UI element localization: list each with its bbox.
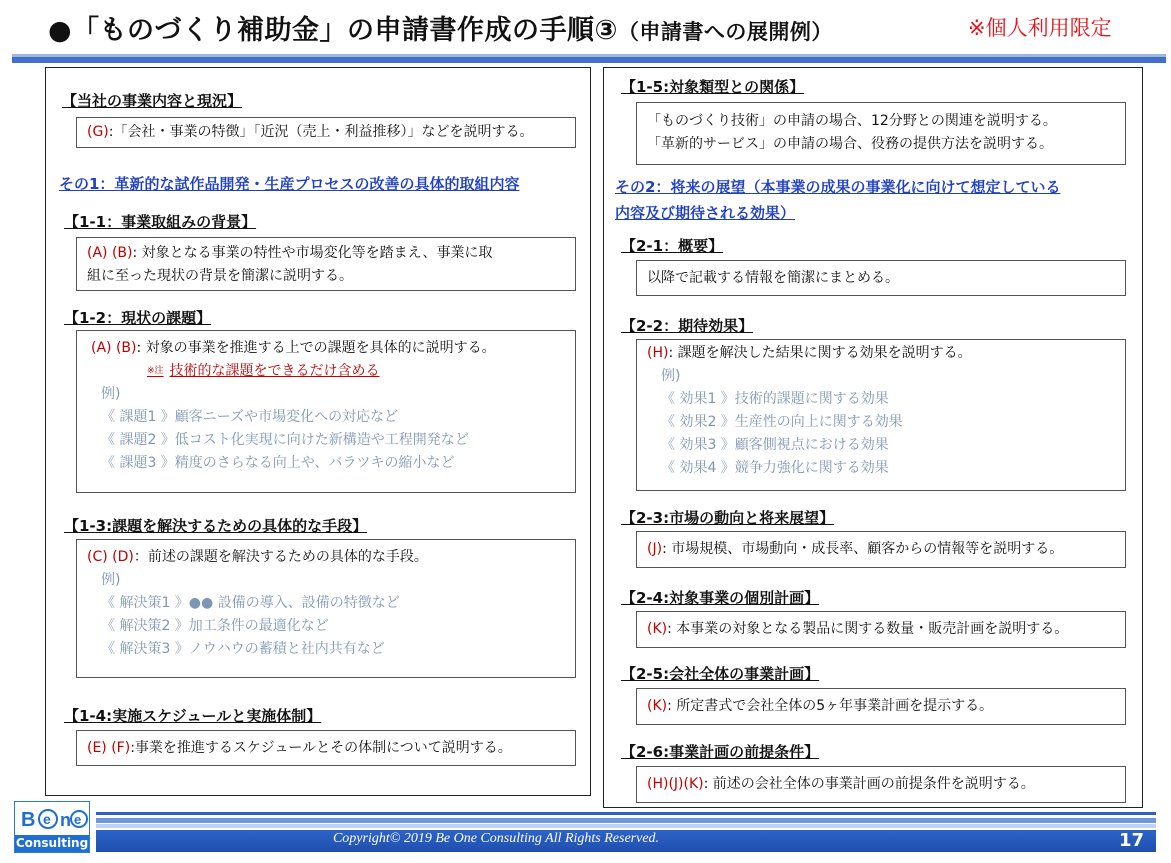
issue-item: 《 課題2 》低コスト化実現に向けた新構造や工程開発など <box>101 432 469 448</box>
section-2-3-heading: 【2-3:市場の動向と将来展望】 <box>621 509 835 527</box>
svg-text:e: e <box>43 811 51 827</box>
solution-item: 《 解決策2 》加工条件の最適化など <box>101 618 329 634</box>
solution-item: 《 解決策1 》●● 設備の導入、設備の特徴など <box>101 595 400 611</box>
effect-item: 《 効果1 》技術的課題に関する効果 <box>661 391 889 407</box>
code-g: (G) <box>87 124 109 140</box>
effect-item: 《 効果4 》競争力強化に関する効果 <box>661 460 889 476</box>
section-2-2-text: : 課題を解決した結果に関する効果を説明する。 <box>668 345 972 361</box>
footer-rule <box>96 824 1156 828</box>
section-2-5-text: : 所定書式で会社全体の5ヶ年事業計画を提示する。 <box>667 698 994 714</box>
title-underline <box>12 57 1166 63</box>
section-2-3-text: : 市場規模、市場動向・成長率、顧客からの情報等を説明する。 <box>662 541 1064 557</box>
section-2-3-box <box>636 531 1126 568</box>
title-main: ●「ものづくり補助金」の申請書作成の手順③ <box>48 15 618 46</box>
code-ab: (A) (B) <box>91 340 137 356</box>
svg-text:B: B <box>21 809 36 831</box>
code-h: (H) <box>647 345 669 361</box>
personal-use-notice: ※個人利用限定 <box>968 16 1112 40</box>
footer-rule <box>96 818 1156 823</box>
section-1-1-line2: 組に至った現状の背景を簡潔に説明する。 <box>87 268 353 284</box>
section-1-2-heading: 【1-2：現状の課題】 <box>64 309 212 327</box>
section-1-1-heading: 【1-1：事業取組みの背景】 <box>64 213 257 231</box>
section-1-3-box <box>76 539 576 678</box>
section-1-4-text: :事業を推進するスケジュールとその体制について説明する。 <box>130 740 512 756</box>
section-2-2-heading: 【2-2：期待効果】 <box>621 317 754 335</box>
topic-1-heading: その1：革新的な試作品開発・生産プロセスの改善の具体的取組内容 <box>59 175 520 193</box>
footer-rule <box>96 812 1156 815</box>
section-1-5-heading: 【1-5:対象類型との関係】 <box>621 78 805 96</box>
company-text: :「会社・事業の特徴」「近況（売上・利益推移）」などを説明する。 <box>108 124 534 140</box>
section-2-6-box <box>636 766 1126 803</box>
company-heading: 【当社の事業内容と現況】 <box>62 92 243 110</box>
copyright-text: Copyright© 2019 Be One Consulting All Rights Reserved. <box>332 831 660 846</box>
section-1-1-box <box>76 237 576 291</box>
example-label: 例) <box>101 386 121 402</box>
section-1-2-text: : 対象の事業を推進する上での課題を具体的に説明する。 <box>136 340 496 356</box>
section-1-4-heading: 【1-4:実施スケジュールと実施体制】 <box>64 707 322 725</box>
logo-mark-icon <box>15 804 89 834</box>
code-k: (K) <box>647 698 668 714</box>
topic-2-heading-line2: 内容及び期待される効果） <box>615 204 796 222</box>
effect-item: 《 効果3 》顧客側視点における効果 <box>661 437 889 453</box>
example-label: 例) <box>661 368 681 384</box>
bene-consulting-logo <box>14 801 90 853</box>
effect-item: 《 効果2 》生産性の向上に関する効果 <box>661 414 903 430</box>
issue-item: 《 課題3 》精度のさらなる向上や、バラツキの縮小など <box>101 455 455 471</box>
section-1-1-line1: : 対象となる事業の特性や市場変化等を踏まえ、事業に取 <box>132 245 493 261</box>
company-box <box>76 117 576 148</box>
logo-text: Consulting <box>15 836 89 850</box>
section-2-5-box <box>636 688 1126 725</box>
section-1-3-text: ：前述の課題を解決するための具体的な手段。 <box>133 549 428 565</box>
topic-2-heading-line1: その2：将来の展望（本事業の成果の事業化に向けて想定している <box>615 178 1061 196</box>
section-2-1-text: 以降で記載する情報を簡潔にまとめる。 <box>647 270 899 286</box>
code-ab: (A) (B) <box>87 245 133 261</box>
title-subtitle: （申請書への展開例） <box>617 20 833 44</box>
section-1-5-line2: 「革新的サービス」の申請の場合、役務の提供方法を説明する。 <box>647 136 1053 152</box>
code-cd: (C) (D) <box>87 549 134 565</box>
section-2-1-heading: 【2-1：概要】 <box>621 237 724 255</box>
issue-item: 《 課題1 》顧客ニーズや市場変化への対応など <box>101 409 399 425</box>
section-1-3-heading: 【1-3:課題を解決するための具体的な手段】 <box>64 517 368 535</box>
page-title <box>48 8 833 47</box>
section-1-5-line1: 「ものづくり技術」の申請の場合、12分野との関連を説明する。 <box>647 113 1057 129</box>
section-2-1-box <box>636 260 1126 296</box>
section-2-2-box <box>636 339 1126 491</box>
section-2-4-text: : 本事業の対象となる製品に関する数量・販売計画を説明する。 <box>667 621 1069 637</box>
section-2-5-heading: 【2-5:会社全体の事業計画】 <box>621 665 820 683</box>
section-1-4-box <box>76 730 576 766</box>
section-2-4-heading: 【2-4:対象事業の個別計画】 <box>621 589 820 607</box>
svg-text:n: n <box>60 810 71 830</box>
section-2-4-box <box>636 611 1126 648</box>
page-number: 17 <box>1118 830 1144 851</box>
code-hjk: (H)(J)(K) <box>647 776 704 792</box>
svg-text:e: e <box>74 812 82 827</box>
solution-item: 《 解決策3 》ノウハウの蓄積と社内共有など <box>101 641 385 657</box>
code-j: (J) <box>647 541 663 557</box>
code-k: (K) <box>647 621 668 637</box>
section-1-2-box <box>76 330 576 493</box>
code-ef: (E) (F) <box>87 740 131 756</box>
technical-note: 技術的な課題をできるだけ含める <box>169 363 380 379</box>
section-1-5-box <box>636 102 1126 165</box>
section-2-6-text: : 前述の会社全体の事業計画の前提条件を説明する。 <box>703 776 1035 792</box>
note-mark: ※注 <box>147 366 164 376</box>
section-2-6-heading: 【2-6:事業計画の前提条件】 <box>621 743 820 761</box>
example-label: 例) <box>101 572 121 588</box>
